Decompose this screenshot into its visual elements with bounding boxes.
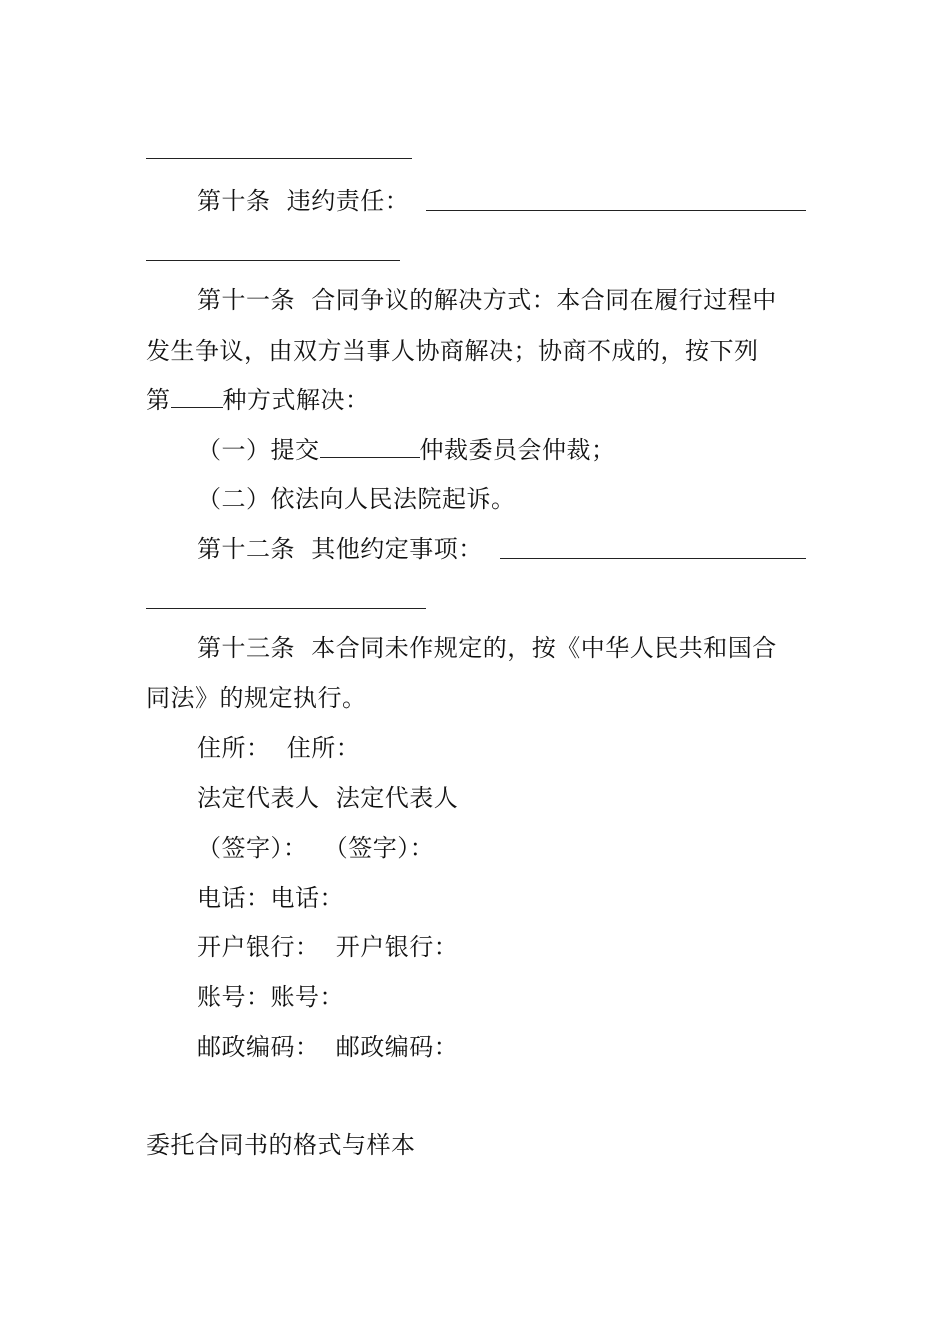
footer-title: 委托合同书的格式与样本 [146, 1131, 416, 1159]
article-12 [197, 534, 806, 564]
article-12-title: 其他约定事项： [311, 535, 483, 563]
signature-account: 账号：账号： [197, 983, 344, 1011]
article-12-continuation-line [146, 608, 426, 609]
article-11-text-3-post: 种方式解决： [222, 386, 370, 414]
article-11-text-3-pre: 第 [146, 386, 171, 414]
article-10-continuation-line [146, 260, 400, 261]
article-11-line-2 [146, 336, 806, 366]
article-13-line-1 [197, 633, 806, 663]
article-10 [197, 186, 806, 216]
signature-legal-rep: 法定代表人 法定代表人 [197, 784, 459, 812]
fill-line-top [146, 158, 412, 159]
article-11-text-1: 合同争议的解决方式：本合同在履行过程中 [311, 286, 777, 314]
article-10-title: 违约责任： [286, 187, 410, 215]
method-number-blank[interactable] [171, 387, 223, 408]
signature-address: 住所： 住所： [197, 734, 361, 762]
article-11-text-2: 发生争议，由双方当事人协商解决；协商不成的，按下列 [146, 337, 759, 365]
arbitration-commission-blank[interactable] [320, 437, 420, 458]
signature-sign: （签字）： （签字）： [197, 834, 435, 862]
signature-bank: 开户银行： 开户银行： [197, 933, 459, 961]
signature-postcode: 邮政编码： 邮政编码： [197, 1033, 459, 1061]
article-10-blank[interactable] [426, 210, 806, 211]
article-12-blank[interactable] [500, 558, 806, 559]
option-2-text: （二）依法向人民法院起诉。 [197, 485, 516, 513]
article-13-text-2: 同法》的规定执行。 [146, 684, 367, 712]
article-10-label: 第十条 [197, 187, 271, 215]
option-2 [197, 484, 806, 514]
article-12-label: 第十二条 [197, 535, 295, 563]
article-13-line-2 [146, 683, 806, 713]
article-11-line-3 [146, 385, 806, 415]
article-13-text-1: 本合同未作规定的，按《中华人民共和国合 [311, 634, 777, 662]
option-1-post: 仲裁委员会仲裁； [419, 436, 616, 464]
article-11-label: 第十一条 [197, 286, 295, 314]
article-11-line-1 [197, 285, 806, 315]
signature-phone: 电话：电话： [197, 884, 344, 912]
article-13-label: 第十三条 [197, 634, 295, 662]
option-1 [197, 435, 806, 465]
option-1-pre: （一）提交 [197, 436, 320, 464]
